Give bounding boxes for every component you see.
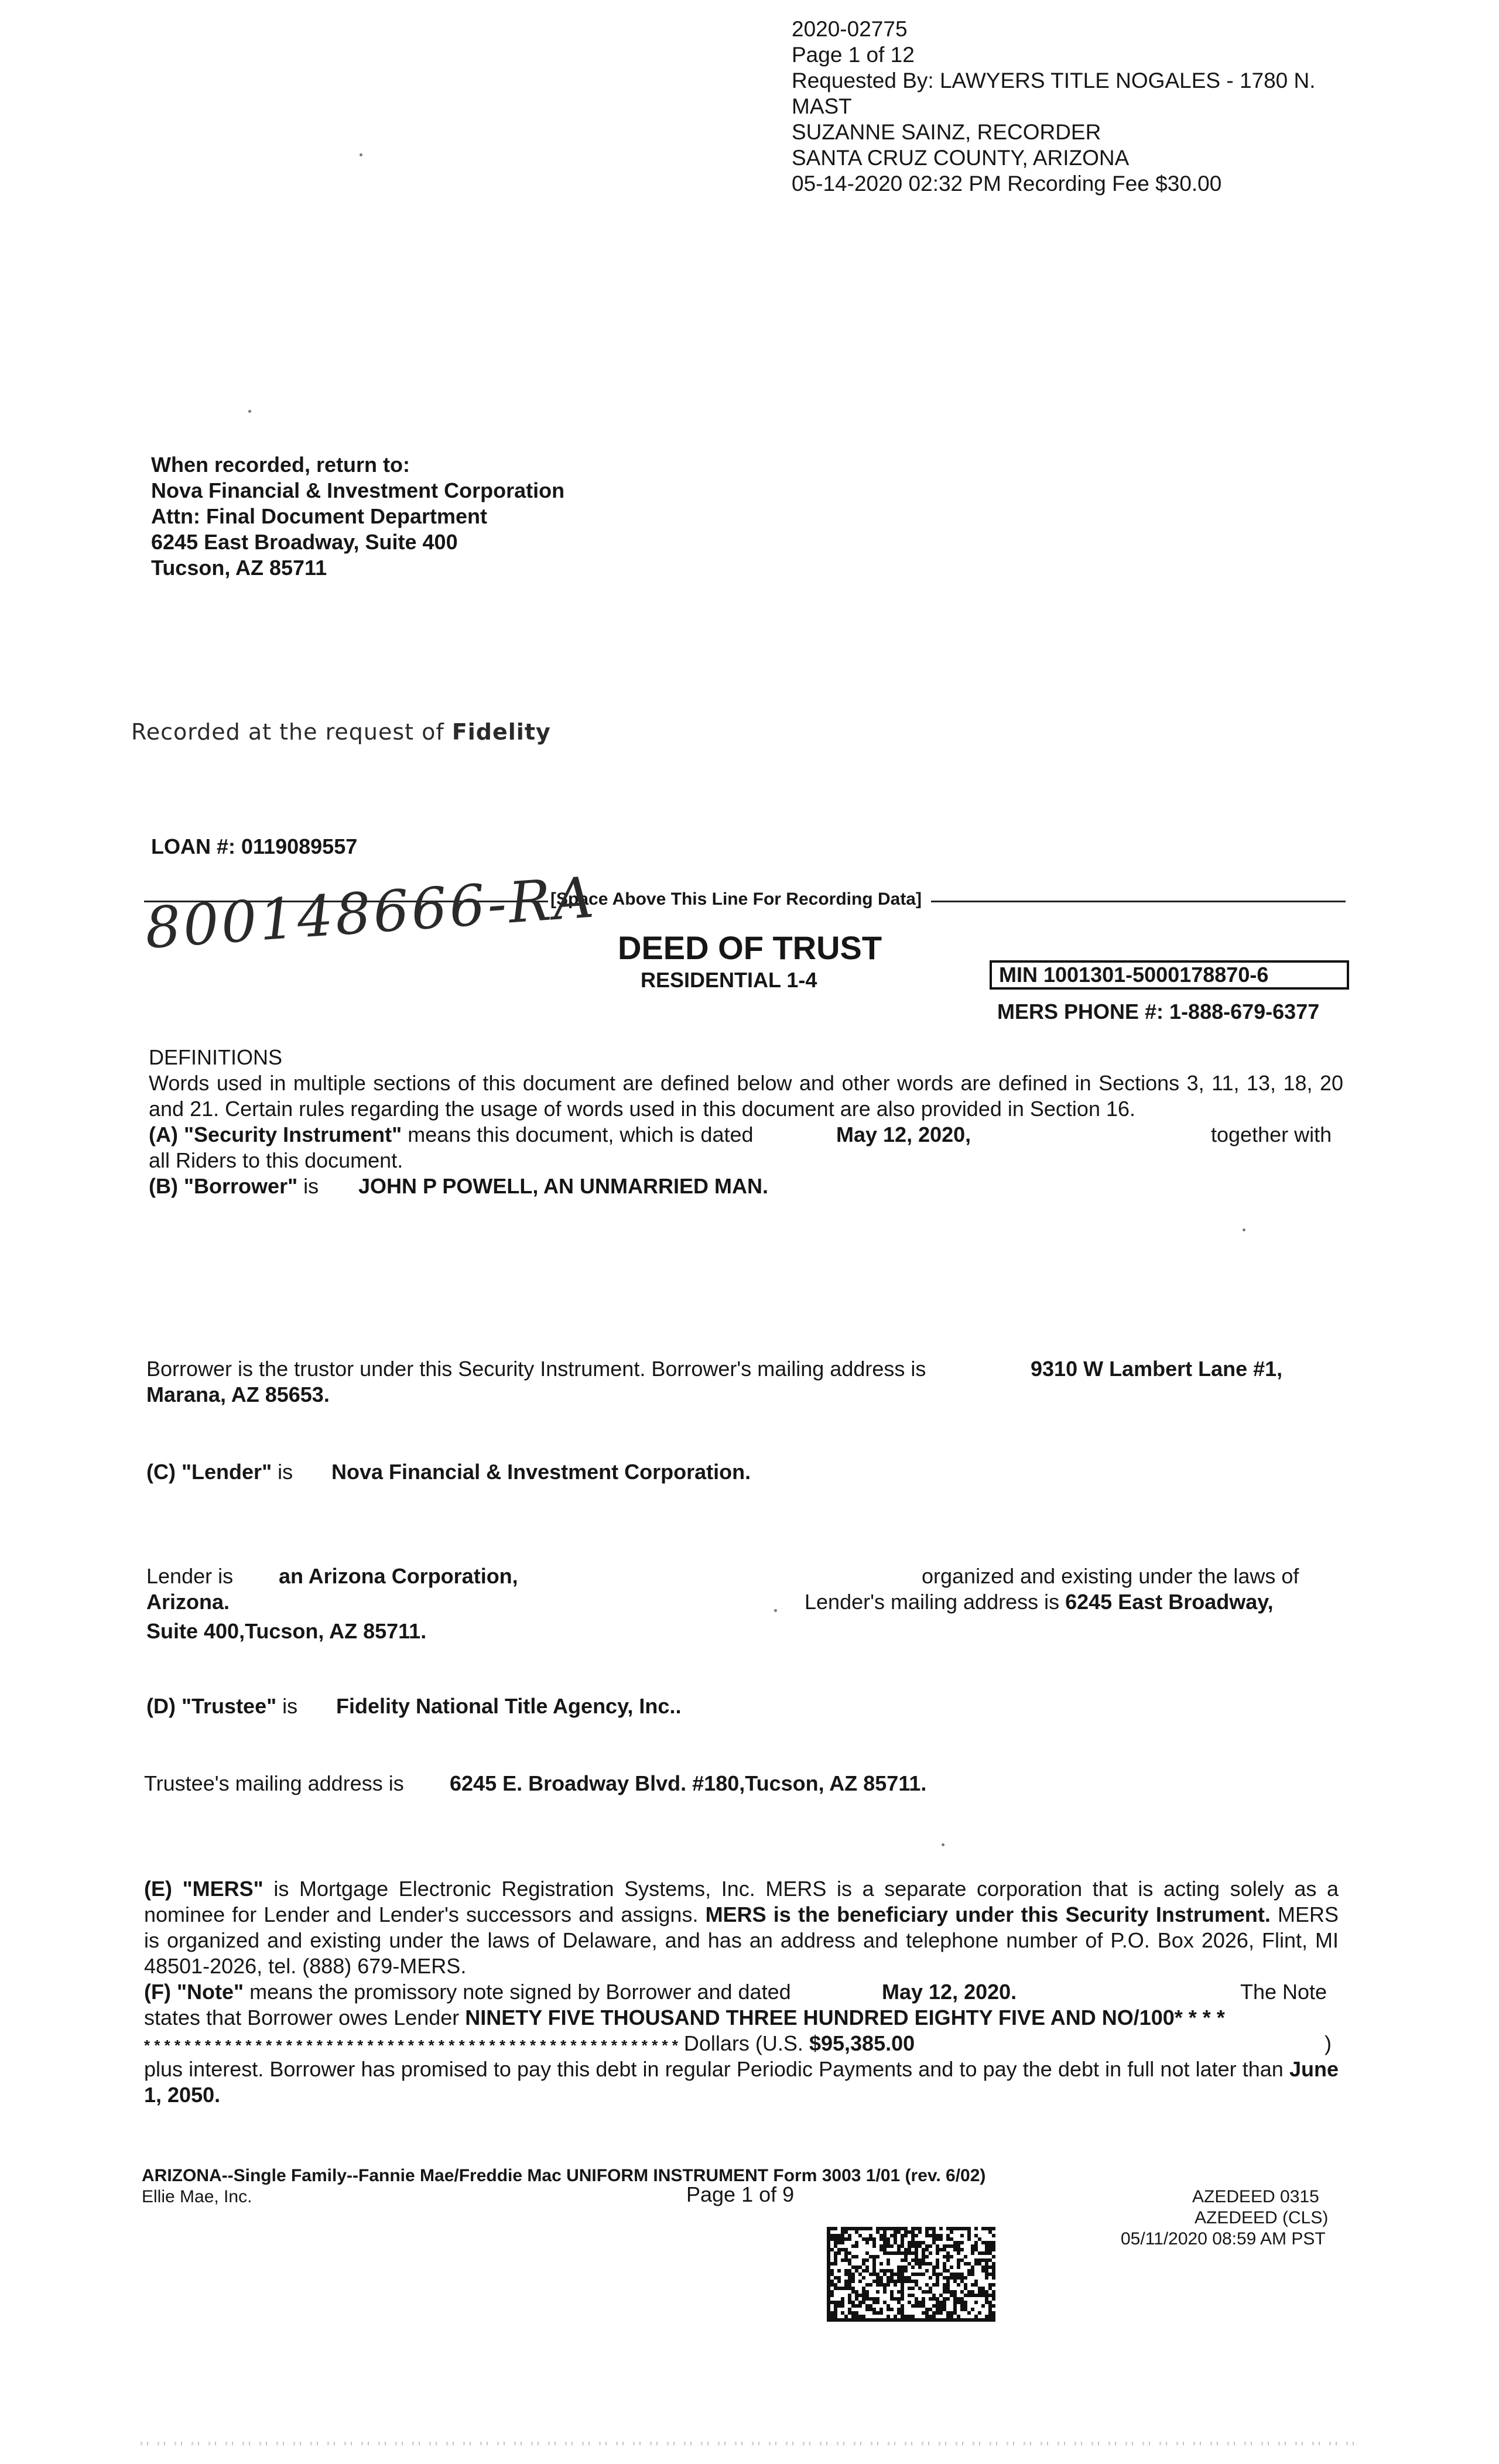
definition-d-label: (D) "Trustee" — [146, 1694, 277, 1718]
recording-county: SANTA CRUZ COUNTY, ARIZONA — [792, 146, 1130, 170]
definitions-heading: DEFINITIONS — [149, 1045, 283, 1069]
loan-amount-words: NINETY FIVE THOUSAND THREE HUNDRED EIGHTY FIVE AND NO/100* * * * — [465, 2006, 1225, 2030]
borrower-address-2: Marana, AZ 85653. — [146, 1382, 330, 1406]
lender-address-line — [805, 1589, 1274, 1615]
recording-header — [792, 16, 1316, 197]
min-number-box: MIN 1001301-5000178870-6 — [990, 960, 1349, 990]
recording-line-right — [931, 901, 1346, 902]
lender-address-2: Suite 400,Tucson, AZ 85711. — [146, 1619, 427, 1643]
definition-f-text-1: means the promissory note signed by Borrower and dated — [244, 1980, 791, 2004]
recording-doc-number: 2020-02775 — [792, 17, 908, 41]
recording-date-fee: 05-14-2020 02:32 PM Recording Fee $30.00 — [792, 172, 1222, 196]
handwritten-order-number: 800148666-RA — [143, 864, 598, 961]
definition-e-paragraph — [144, 1876, 1339, 1979]
definition-a-line — [149, 1122, 754, 1148]
definition-e-text-2: MERS is organized and existing under the laws of Delaware, and has an address and telephone number of P.O. Box 2026, Flint, MI 48501-2026, tel. (888) 679-MERS. — [144, 1902, 1339, 1978]
scan-speck — [360, 153, 362, 156]
lender-name: Nova Financial & Investment Corporation. — [331, 1460, 751, 1484]
maturity-date: June 1, 2050. — [144, 2057, 1339, 2107]
lender-organized: organized and existing under the laws of — [922, 1564, 1299, 1588]
document-subtitle: RESIDENTIAL 1-4 — [641, 968, 817, 992]
definition-c-label: (C) "Lender" — [146, 1460, 272, 1484]
return-to-line-5: Tucson, AZ 85711 — [151, 556, 327, 580]
return-to-line-2: Nova Financial & Investment Corporation — [151, 478, 565, 502]
definitions-intro: Words used in multiple sections of this document are defined below and other words are defined in Sections 3, 11, 13, 18, 20 and 21. Certain rules regarding the usage of words used in this document are also provided in Section 16. — [149, 1071, 1343, 1121]
trustee-address: 6245 E. Broadway Blvd. #180,Tucson, AZ 85711. — [450, 1771, 927, 1795]
definition-f-interest-paragraph — [144, 2056, 1339, 2108]
footer-form-line: ARIZONA--Single Family--Fannie Mae/Freddie Mac UNIFORM INSTRUMENT Form 3003 1/01 (rev. 6/02) — [142, 2166, 986, 2185]
definition-c-line — [146, 1459, 293, 1485]
datamatrix-barcode — [826, 2226, 997, 2322]
definition-f-interest-text: plus interest. Borrower has promised to pay this debt in regular Periodic Payments and to pay the debt in full not later than — [144, 2057, 1289, 2081]
definition-a-label: (A) "Security Instrument" — [149, 1123, 402, 1147]
stamp-prefix: Recorded at the request of — [131, 719, 444, 745]
scan-speck — [774, 1609, 777, 1612]
definition-a-riders: all Riders to this document. — [149, 1148, 403, 1172]
lender-type: an Arizona Corporation, — [279, 1564, 518, 1588]
return-to-line-4: 6245 East Broadway, Suite 400 — [151, 530, 458, 554]
definition-d-is: is — [276, 1694, 298, 1718]
definition-e-text-1: is Mortgage Electronic Registration Systems, Inc. MERS is a separate corporation that is acting solely as a nominee for Lender and Lender's successors and assigns. — [144, 1877, 1339, 1926]
security-instrument-date: May 12, 2020, — [836, 1123, 971, 1147]
definition-f-label: (F) "Note" — [144, 1980, 244, 2004]
definition-b-line — [149, 1173, 319, 1199]
borrower-address-1: 9310 W Lambert Lane #1, — [1031, 1357, 1283, 1381]
definition-a-together: together with — [1211, 1123, 1332, 1147]
recording-page-count: Page 1 of 12 — [792, 43, 915, 67]
footer-vendor: Ellie Mae, Inc. — [142, 2187, 252, 2206]
footer-code-2: AZEDEED (CLS) — [1195, 2208, 1329, 2227]
definition-f-dollars-line — [144, 2031, 915, 2058]
footer-page-number: Page 1 of 9 — [686, 2182, 795, 2206]
amount-close-paren: ) — [1325, 2031, 1332, 2055]
space-above-label: [Space Above This Line For Recording Data] — [550, 889, 922, 909]
loan-number: LOAN #: 0119089557 — [151, 834, 358, 858]
trustee-address-text: Trustee's mailing address is — [144, 1771, 404, 1795]
recorded-request-stamp — [131, 719, 551, 745]
definition-b-is: is — [297, 1174, 319, 1198]
mers-phone: MERS PHONE #: 1-888-679-6377 — [997, 1000, 1320, 1024]
footer-code-3: 05/11/2020 08:59 AM PST — [1121, 2229, 1326, 2249]
definition-f-the-note: The Note — [1240, 1980, 1327, 2004]
scan-speck — [1243, 1228, 1245, 1231]
footer-code-1: AZEDEED 0315 — [1192, 2187, 1319, 2206]
definition-a-text: means this document, which is dated — [402, 1123, 754, 1147]
scan-speck — [248, 410, 251, 413]
return-to-line-1: When recorded, return to: — [151, 453, 410, 477]
return-to-line-3: Attn: Final Document Department — [151, 504, 488, 528]
dollars-label: Dollars (U.S. — [677, 2031, 809, 2055]
recording-requested-by: Requested By: LAWYERS TITLE NOGALES - 1780 N. — [792, 69, 1316, 93]
borrower-name: JOHN P POWELL, AN UNMARRIED MAN. — [358, 1174, 769, 1198]
definition-c-is: is — [272, 1460, 293, 1484]
recorder-name: SUZANNE SAINZ, RECORDER — [792, 120, 1101, 144]
definition-d-line — [146, 1693, 297, 1719]
lender-state: Arizona. — [146, 1590, 230, 1614]
lender-address-1: 6245 East Broadway, — [1065, 1590, 1274, 1614]
loan-amount: $95,385.00 — [809, 2031, 915, 2055]
mers-beneficiary-statement: MERS is the beneficiary under this Security Instrument. — [705, 1902, 1271, 1926]
stamp-name: Fidelity — [451, 719, 551, 745]
definition-b-label: (B) "Borrower" — [149, 1174, 298, 1198]
return-to-block — [151, 452, 564, 581]
lender-is-label: Lender is — [146, 1564, 234, 1588]
definition-f-owes-text: states that Borrower owes Lender — [144, 2006, 466, 2030]
scan-speck — [942, 1843, 944, 1846]
amount-filler-stars: * * * * * * * * * * * * * * * * * * * * * * * * * * * * * * * * * * * * * * * * * * * * * * * * * * * * * — [144, 2037, 678, 2054]
definition-f-owes-line — [144, 2005, 1225, 2031]
scan-noise-line — [141, 2442, 1358, 2445]
borrower-address-text: Borrower is the trustor under this Security Instrument. Borrower's mailing address is — [146, 1357, 926, 1381]
definition-e-label: (E) "MERS" — [144, 1877, 263, 1901]
trustee-name: Fidelity National Title Agency, Inc.. — [336, 1694, 682, 1718]
borrower-address-line — [146, 1356, 926, 1382]
trustee-address-line — [144, 1771, 404, 1796]
lender-address-text: Lender's mailing address is — [805, 1590, 1066, 1614]
document-title: DEED OF TRUST — [618, 929, 882, 966]
definition-f-line — [144, 1979, 791, 2005]
note-date: May 12, 2020. — [882, 1980, 1017, 2004]
recording-requested-by-cont: MAST — [792, 94, 852, 118]
